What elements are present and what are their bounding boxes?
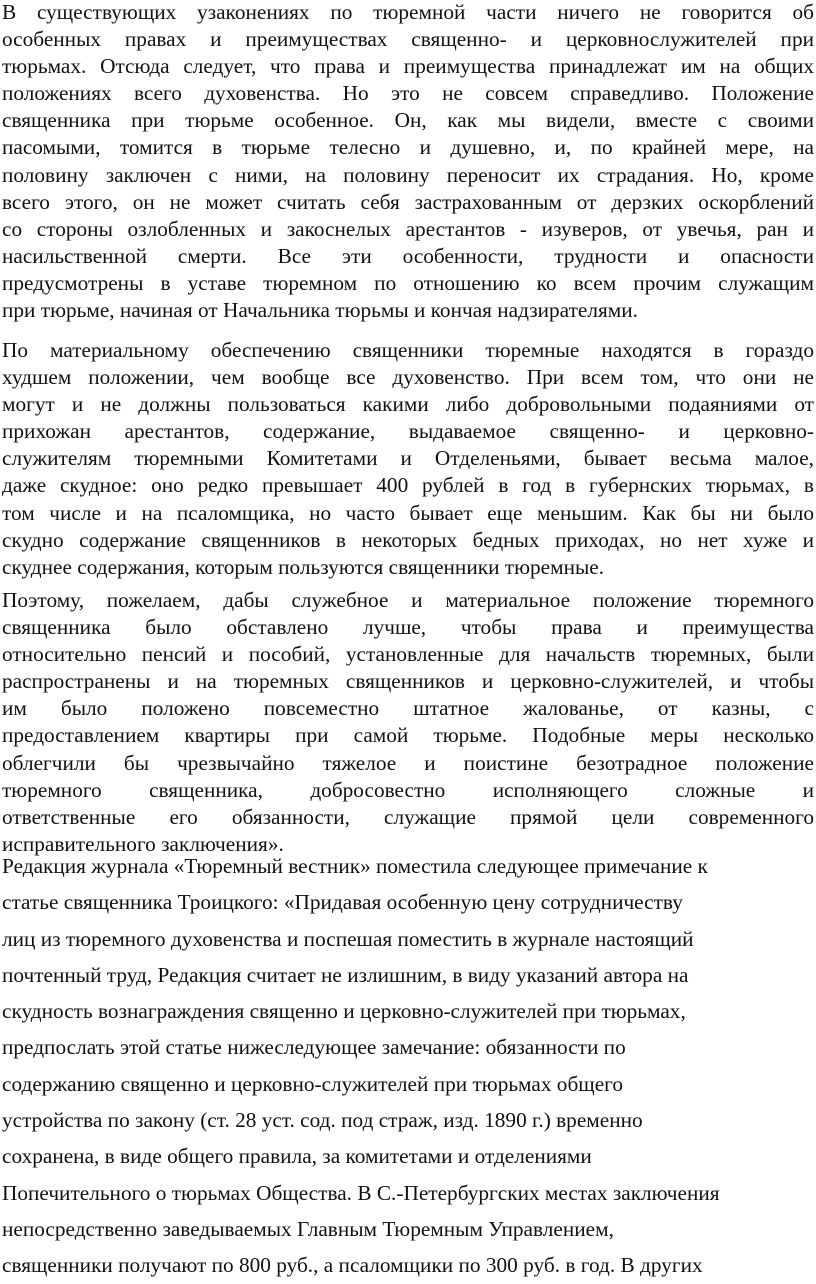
text-line: тюремного священника, добросовестно исполняющего сложные и — [2, 777, 814, 802]
text-line: предпослать этой статье нижеследующее замечание: обязанности по — [2, 1035, 626, 1060]
text-line: тюрьмах. Отсюда следует, что права и преимущества принадлежат им на общих — [2, 54, 814, 79]
text-line: предусмотрены в уставе тюремном по отношению ко всем прочим служащим — [2, 270, 814, 295]
text-line: прихожан арестантов, содержание, выдаваемое священно- и церковно- — [2, 419, 814, 444]
text-line: непосредственно заведываемых Главным Тюремным Управлением, — [2, 1216, 614, 1241]
text-line: со стороны озлобленных и закоснелых арестантов - изуверов, от увечья, ран и — [2, 216, 814, 241]
text-line: священника было обставлено лучше, чтобы права и преимущества — [2, 615, 814, 640]
text-line: лиц из тюремного духовенства и поспешая поместить в журнале настоящий — [2, 926, 694, 951]
text-line: относительно пенсий и пособий, установленные для начальств тюремных, были — [2, 642, 814, 667]
text-line: предоставлением квартиры при самой тюрьме. Подобные меры несколько — [2, 723, 814, 748]
paragraph-2 — [2, 337, 814, 581]
text-line: скудно содержание священников в некоторых бедных приходах, но нет хуже и — [2, 527, 814, 552]
text-line: содержанию священно и церковно-служителей при тюрьмах общего — [2, 1071, 623, 1096]
text-line: могут и не должны пользоваться какими либо добровольными подаяниями от — [2, 392, 814, 417]
text-line: им было положено повсеместно штатное жалованье, от казны, с — [2, 696, 814, 721]
paragraph-3 — [2, 587, 814, 858]
paragraph-1 — [2, 0, 814, 324]
text-line: пасомыми, томится в тюрьме телесно и душевно, и, по крайней мере, на — [2, 135, 814, 160]
text-line: особенных правах и преимуществах священно- и церковнослужителей при — [2, 27, 814, 52]
text-line: устройства по закону (ст. 28 уст. сод. под страж, изд. 1890 г.) временно — [2, 1108, 643, 1133]
text-line: Попечительного о тюрьмах Общества. В С.-Петербургских местах заключения — [2, 1180, 720, 1205]
text-line: при тюрьме, начиная от Начальника тюрьмы и кончая надзирателями. — [2, 298, 638, 323]
text-line: насильственной смерти. Все эти особенности, трудности и опасности — [2, 243, 814, 268]
text-line: даже скудное: оно редко превышает 400 рублей в год в губернских тюрьмах, в — [2, 473, 814, 498]
text-line: худшем положении, чем вообще все духовенство. При всем том, что они не — [2, 365, 814, 390]
text-line: почтенный труд, Редакция считает не излишним, в виду указаний автора на — [2, 962, 689, 987]
paragraph-4 — [2, 848, 814, 1284]
text-line: сохранена, в виде общего правила, за комитетами и отделениями — [2, 1144, 592, 1169]
text-line: священника при тюрьме особенное. Он, как мы видели, вместе с своими — [2, 108, 814, 133]
text-line: скуднее содержания, которым пользуются священники тюремные. — [2, 554, 605, 579]
text-line: положениях всего духовенства. Но это не совсем справедливо. Положение — [2, 81, 814, 106]
text-line: ответственные его обязанности, служащие прямой цели современного — [2, 804, 814, 829]
text-line: Редакция журнала «Тюремный вестник» поместила следующее примечание к — [2, 854, 708, 878]
text-line: том числе и на псаломщика, но часто бывает еще меньшим. Как бы ни было — [2, 500, 814, 525]
text-line: распространены и на тюремных священников и церковно-служителей, и чтобы — [2, 669, 814, 694]
text-line: всего этого, он не может считать себя застрахованным от дерзких оскорблений — [2, 189, 814, 214]
text-line: статье священника Троицкого: «Придавая особенную цену сотрудничеству — [2, 890, 683, 915]
text-line: половину заключен с ними, на половину переносит их страдания. Но, кроме — [2, 162, 814, 187]
text-line: облегчили бы чрезвычайно тяжелое и поистине безотрадное положение — [2, 750, 814, 775]
text-line: служителям тюремными Комитетами и Отделеньями, бывает весьма малое, — [2, 446, 814, 471]
text-line: По материальному обеспечению священники тюремные находятся в гораздо — [2, 338, 814, 362]
text-line: В существующих узаконениях по тюремной части ничего не говорится об — [2, 0, 814, 24]
text-line: исправительного заключения». — [2, 831, 284, 856]
text-line: скудность вознаграждения священно и церковно-служителей при тюрьмах, — [2, 999, 686, 1024]
text-line: Поэтому, пожелаем, дабы служебное и материальное положение тюремного — [2, 588, 814, 612]
text-line: священники получают по 800 руб., а псаломщики по 300 руб. в год. В других — [2, 1253, 703, 1278]
